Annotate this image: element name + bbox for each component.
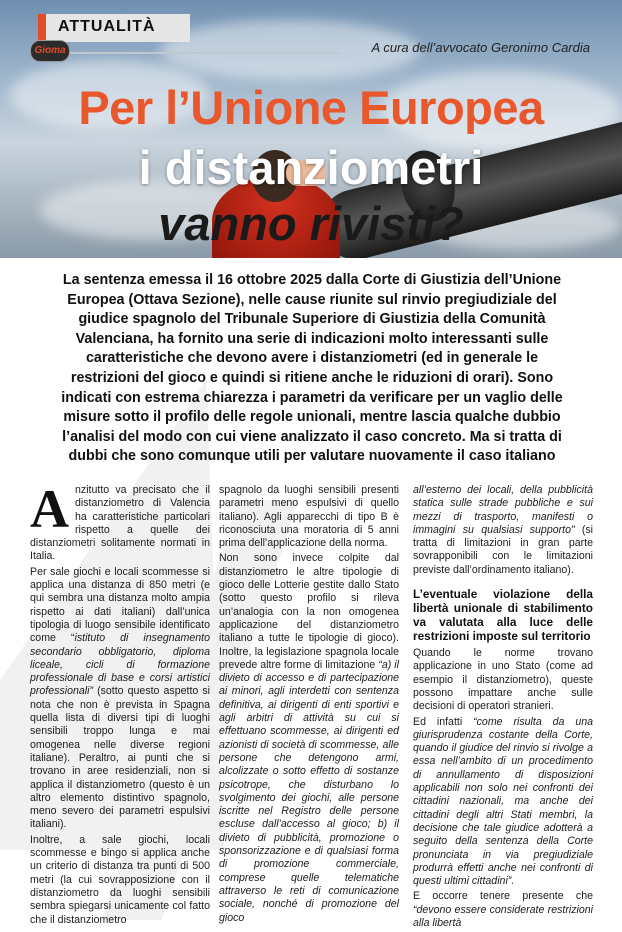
paragraph: Quando le norme trovano applicazione in uno Stato (come ad esempio il distanziometro), queste possono impattare anche sulle decisioni di operatori stranieri. xyxy=(413,647,593,713)
section-tab-accent xyxy=(38,14,46,42)
title-line-2: i distanziometri xyxy=(138,141,484,194)
quote-text: “a) il divieto di accesso e di partecipazione ai minori, agli interdetti con sentenza definitiva, ai dirigenti di enti sportivi e agli arbitri di attività su cui si effettuano scommesse, ai dirigenti ed azionisti di società di scommesse, alle persone che detengono armi, alcolizzate o sotto effetto di sostanze psicotrope, che disturbano lo svolgimento dei giochi, alle persone iscritte nel Registro delle persone escluse dall’accesso al gioco; b) il divieto di pubblicità, promozione o sponsorizzazione e di qualsiasi forma di promozione commerciale, comprese quelle telematiche attraverso le reti di comunicazione sociale, nonché di promozione del gioco xyxy=(219,658,399,924)
paragraph-text: (si tratta di limitazioni in gran parte sovrapponibili con le limitazioni previste dall’ordinamento italiano). xyxy=(413,523,593,576)
paragraph-text: E occorre tenere presente che xyxy=(413,890,593,903)
paragraph: spagnolo da luoghi sensibili presenti parametri meno espulsivi di quello italiano). Agli apparecchi di tipo B è riconosciuta una moratoria di 5 anni prima dell’applicazione della norma. xyxy=(219,484,399,550)
paragraph: Inoltre, a sale giochi, locali scommesse e bingo si applica anche un criterio di distanza tra punti di 500 metri (la cui sovrapposizione con il distanziometro da luoghi sensibili sembra spiegarsi unicamente col fatto che il distanziometro xyxy=(30,833,210,926)
column-1 xyxy=(30,479,210,929)
quote-text: all’esterno dei locali, della pubblicità statica sulle strade pubbliche e sui mezzi di trasporto, manifesti o immagini su qualsiasi supporto” xyxy=(413,484,593,536)
paragraph-text: Per sale giochi e locali scommesse si applica una distanza di 850 metri (e qui sembra una distanza molto ampia rispetto ai dati italiani) dall’unica tipologia di luogo sensibile identificato come “ xyxy=(30,565,210,645)
paragraph xyxy=(413,716,593,889)
paragraph xyxy=(30,566,210,832)
magazine-logo: Gioma xyxy=(30,40,70,62)
quote-text: istituto di insegnamento secondario obbligatorio, diploma liceale, cicli di formazione professionale di base e corsi artistici professionali” xyxy=(30,632,210,698)
lead-paragraph: La sentenza emessa il 16 ottobre 2025 dalla Corte di Giustizia dell’Unione Europea (Ottava Sezione), nelle cause riunite sul rinvio pregiudiziale del giudice spagnolo del Tribunale Superiore di Giustizia della Comunità Valenciana, ha fornito una serie di indicazioni molto interessanti sulle caratteristiche che devono avere i distanziometri (ed in generale le restrizioni del gioco e quindi si ritiene anche le riduzioni di orari). Sono indicati con estrema chiarezza i parametri da verificare per un vaglio delle misure sotto il profilo delle regole unionali, mentre lascia qualche dubbio l’analisi del modo con cui viene analizzato il caso concreto. Ma si tratta di dubbi che sono comunque utili per valutare nuovamente il caso italiano xyxy=(61,272,563,465)
section-label: ATTUALITÀ xyxy=(58,18,156,35)
column-2 xyxy=(219,484,399,927)
paragraph xyxy=(413,890,593,930)
title-line-3: vanno rivisti? xyxy=(158,197,464,250)
byline: A cura dell’avvocato Geronimo Cardia xyxy=(371,40,590,55)
paragraph-text: Non sono invece colpite dal distanziometro le altre tipologie di gioco delle Lotterie gestite dallo Stato (sotto questo profilo si rileva un’analogia con la non omogenea applicazione del distanziometro italiano a tutte le tipologie di gioco). Inoltre, la legislazione spagnola locale prevede altre forme di limitazione xyxy=(219,552,399,671)
column-3 xyxy=(413,484,593,932)
subheading: L’eventuale violazione della libertà unionale di stabilimento va valutata alla luce delle restrizioni imposte sul territorio xyxy=(413,587,593,644)
paragraph xyxy=(413,484,593,577)
paragraph xyxy=(30,479,210,564)
paragraph xyxy=(219,552,399,924)
header-rule xyxy=(70,52,340,54)
paragraph-text: nzitutto va precisato che il distanziometro di Valencia ha caratteristiche particolari rispetto a quelle dei distanziometri solitamente normati in Italia. xyxy=(30,484,210,563)
quote-text: “devono essere considerate restrizioni alla libertà xyxy=(413,903,593,930)
paragraph-text: (sotto questo aspetto si nota che non è prevista in Spagna quella lista di diversi tipi di luoghi sensibili troppo lunga e mai omogenea nelle diverse regioni italiane). Peraltro, ai punti che si trovano in aree residenziali, non si applica il distanziometro (questo è un altro elemento distintivo spagnolo, meno severo dei parametri espulsivi italiani). xyxy=(30,685,210,831)
quote-text: “come risulta da una giurisprudenza costante della Corte, quando il giudice del rinvio si rivolge a essa nell’ambito di un procedimento di annullamento di disposizioni applicabili non solo nei confronti dei cittadini nazionali, ma anche dei cittadini degli altri Stati membri, la decisione che tale giudice adotterà a seguito della sentenza della Corte pronunciata in via pregiudiziale produrrà effetti anche nei confronti di questi ultimi cittadini”. xyxy=(413,715,593,888)
drop-cap: A xyxy=(30,479,69,539)
paragraph-text: Ed infatti xyxy=(413,715,474,728)
title-line-1: Per l’Unione Europea xyxy=(78,81,544,134)
